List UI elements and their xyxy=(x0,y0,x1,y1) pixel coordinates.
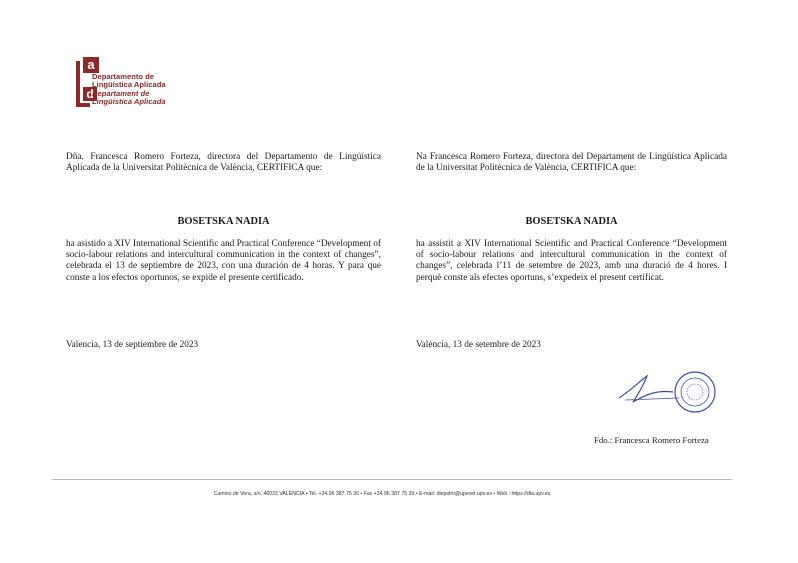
signatory-name: Fdo.: Francesca Romero Forteza xyxy=(594,435,709,445)
svg-text:d: d xyxy=(86,87,94,101)
footer-contact: Camino de Vera, s/n. 46022 VALÈNCIA • Tel. +34 96 387 75 30 • Fax +34 96 387 75 39 • E-mail: diepidm@upvnet.upv.es • Web : https://dla.upv.es xyxy=(213,491,551,497)
department-name-ca: Departament de Lingüística Aplicada xyxy=(92,89,166,106)
svg-text:a: a xyxy=(87,57,95,72)
intro-es: Dña. Francesca Romero Forteza, directora del Departamento de Lingüística Aplicada de la Universitat Politècnica de València, CERTIFICA que: xyxy=(66,152,381,174)
footer-divider xyxy=(52,479,732,480)
department-name-es: Departamento de Lingüística Aplicada xyxy=(92,72,166,89)
intro-ca: Na Francesca Romero Forteza, directora del Departament de Lingüística Aplicada de la Universitat Politècnica de València, CERTIFICA que: xyxy=(416,152,727,174)
body-ca: ha assistit a XIV International Scientific and Practical Conference “Development of socio-labour relations and intercultural communication in the context of changes”, celebrada l’11 de setembre de 2023, amb una duració de 4 hores. I perquè conste als efectes oportuns, s’expedeix el present certificat. xyxy=(416,239,727,283)
body-es: ha asistido a XIV International Scientific and Practical Conference “Development of socio-labour relations and intercultural communication in the context of changes”, celebrada el 13 de septiembre de 2023, con una duración de 4 horas. Y para que conste a los efectos oportunos, se expide el presente certificado. xyxy=(66,239,381,283)
recipient-name-es: BOSETSKA NADIA xyxy=(177,216,270,227)
recipient-name-ca: BOSETSKA NADIA xyxy=(525,216,618,227)
date-es: Valencia, 13 de septiembre de 2023 xyxy=(66,340,199,350)
signature-stamp xyxy=(617,368,723,418)
date-ca: València, 13 de setembre de 2023 xyxy=(416,340,541,350)
